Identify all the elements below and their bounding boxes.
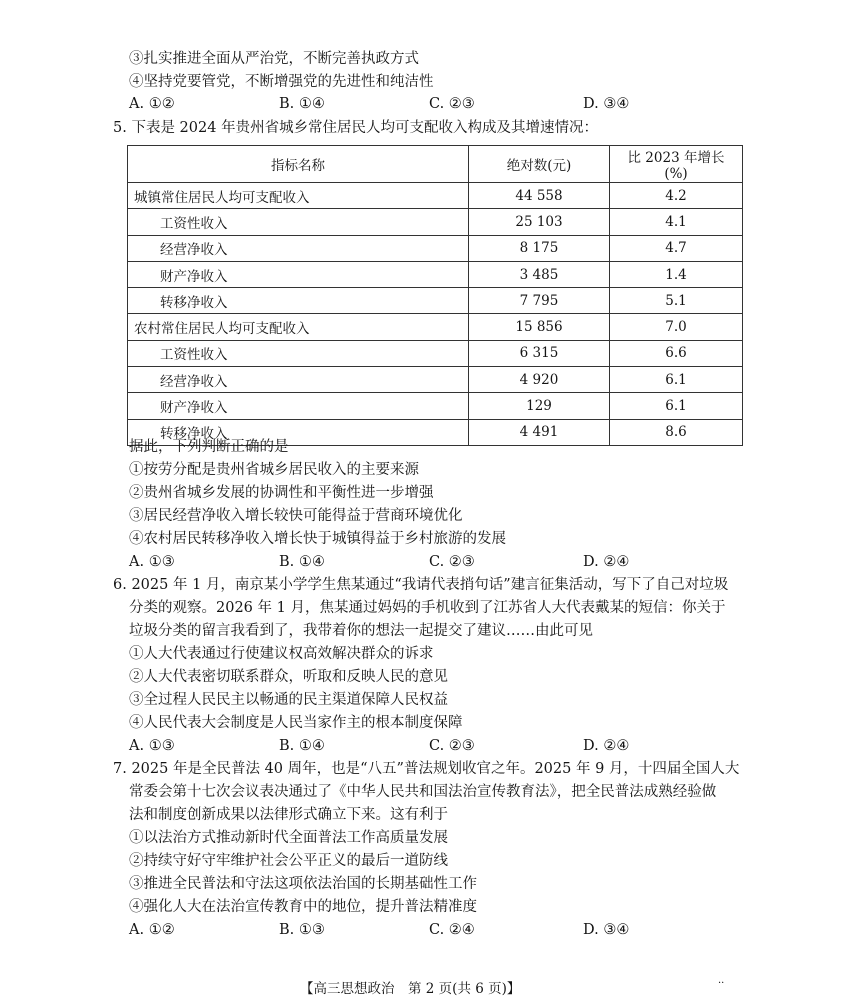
table-row xyxy=(128,235,743,261)
q5-item-1: ①按劳分配是贵州省城乡居民收入的主要来源 xyxy=(129,462,419,478)
q7-option-b: B. ①③ xyxy=(279,922,325,938)
income-table xyxy=(127,145,743,446)
q7-stem-line-2: 常委会第十七次会议表决通过了《中华人民共和国法治宣传教育法》，把全民普法成熟经验做 xyxy=(129,784,717,800)
q7-option-d: D. ③④ xyxy=(583,922,630,938)
q5-option-a: A. ①③ xyxy=(129,554,175,570)
row-value: 3 485 xyxy=(469,261,610,287)
q6-stem-line-1: 6. 2025 年 1 月，南京某小学学生焦某通过“我请代表捎句话”建言征集活动，写下了自己对垃圾 xyxy=(113,577,729,593)
table-row xyxy=(128,314,743,340)
table-row xyxy=(128,183,743,209)
row-growth: 7.0 xyxy=(610,314,743,340)
q6-option-a: A. ①③ xyxy=(129,738,175,754)
q6-item-3: ③全过程人民民主以畅通的民主渠道保障人民权益 xyxy=(129,692,448,708)
row-name: 转移净收入 xyxy=(128,419,469,445)
header-absolute: 绝对数(元) xyxy=(469,146,610,183)
table-row xyxy=(128,367,743,393)
row-growth: 6.6 xyxy=(610,340,743,366)
q7-option-a: A. ①② xyxy=(129,922,175,938)
row-value: 8 175 xyxy=(469,235,610,261)
row-growth: 8.6 xyxy=(610,419,743,445)
q4-option-d: D. ③④ xyxy=(583,96,630,112)
q4-option-a: A. ①② xyxy=(129,96,175,112)
q5-option-d: D. ②④ xyxy=(583,554,630,570)
table-row xyxy=(128,261,743,287)
q4-item-4: ④坚持党要管党，不断增强党的先进性和纯洁性 xyxy=(129,74,434,90)
table-row xyxy=(128,393,743,419)
row-name: 经营净收入 xyxy=(128,367,469,393)
table-row xyxy=(128,340,743,366)
q4-options xyxy=(129,93,729,115)
q5-item-2: ②贵州省城乡发展的协调性和平衡性进一步增强 xyxy=(129,485,434,501)
q6-option-b: B. ①④ xyxy=(279,738,325,754)
q5-item-3: ③居民经营净收入增长较快可能得益于营商环境优化 xyxy=(129,508,463,524)
row-name: 工资性收入 xyxy=(128,209,469,235)
row-value: 6 315 xyxy=(469,340,610,366)
q7-stem-line-1: 7. 2025 年是全民普法 40 周年，也是“八五”普法规划收官之年。2025 年 9 月，十四届全国人大 xyxy=(113,761,740,777)
q5-option-b: B. ①④ xyxy=(279,554,325,570)
page-footer: 【高三思想政治 第 2 页(共 6 页)】 xyxy=(300,981,521,997)
row-growth: 4.1 xyxy=(610,209,743,235)
row-value: 15 856 xyxy=(469,314,610,340)
q7-item-1: ①以法治方式推动新时代全面普法工作高质量发展 xyxy=(129,830,448,846)
q5-options xyxy=(129,551,729,573)
row-name: 经营净收入 xyxy=(128,235,469,261)
row-value: 25 103 xyxy=(469,209,610,235)
header-growth: 比 2023 年增长(%) xyxy=(610,146,743,183)
q7-option-c: C. ②④ xyxy=(429,922,475,938)
row-value: 4 491 xyxy=(469,419,610,445)
q7-item-2: ②持续守好守牢维护社会公平正义的最后一道防线 xyxy=(129,853,448,869)
row-value: 4 920 xyxy=(469,367,610,393)
q4-item-3: ③扎实推进全面从严治党，不断完善执政方式 xyxy=(129,51,419,67)
row-growth: 1.4 xyxy=(610,261,743,287)
q6-item-1: ①人大代表通过行使建议权高效解决群众的诉求 xyxy=(129,646,434,662)
row-name: 工资性收入 xyxy=(128,340,469,366)
row-name: 城镇常住居民人均可支配收入 xyxy=(128,183,469,209)
row-name: 财产净收入 xyxy=(128,261,469,287)
q4-option-c: C. ②③ xyxy=(429,96,475,112)
corner-mark: ·· xyxy=(718,978,725,989)
row-name: 农村常住居民人均可支配收入 xyxy=(128,314,469,340)
table-row xyxy=(128,209,743,235)
q6-stem-line-2: 分类的观察。2026 年 1 月，焦某通过妈妈的手机收到了江苏省人大代表戴某的短信：你关于 xyxy=(129,600,726,616)
q6-option-d: D. ②④ xyxy=(583,738,630,754)
q6-item-2: ②人大代表密切联系群众，听取和反映人民的意见 xyxy=(129,669,448,685)
row-name: 转移净收入 xyxy=(128,288,469,314)
header-indicator: 指标名称 xyxy=(128,146,469,183)
q5-stem: 5. 下表是 2024 年贵州省城乡常住居民人均可支配收入构成及其增速情况： xyxy=(113,120,599,136)
q6-item-4: ④人民代表大会制度是人民当家作主的根本制度保障 xyxy=(129,715,463,731)
q6-options xyxy=(129,735,729,757)
row-growth: 6.1 xyxy=(610,367,743,393)
q5-prompt: 据此，下列判断正确的是 xyxy=(129,439,289,455)
q7-item-3: ③推进全民普法和守法这项依法治国的长期基础性工作 xyxy=(129,876,477,892)
row-growth: 4.2 xyxy=(610,183,743,209)
q4-option-b: B. ①④ xyxy=(279,96,325,112)
row-growth: 4.7 xyxy=(610,235,743,261)
row-growth: 6.1 xyxy=(610,393,743,419)
q5-option-c: C. ②③ xyxy=(429,554,475,570)
row-growth: 5.1 xyxy=(610,288,743,314)
q6-stem-line-3: 垃圾分类的留言我看到了，我带着你的想法一起提交了建议……由此可见 xyxy=(129,623,593,639)
q7-stem-line-3: 法和制度创新成果以法律形式确立下来。这有利于 xyxy=(129,807,448,823)
q7-options xyxy=(129,919,729,941)
row-name: 财产净收入 xyxy=(128,393,469,419)
table-row xyxy=(128,288,743,314)
q5-item-4: ④农村居民转移净收入增长快于城镇得益于乡村旅游的发展 xyxy=(129,531,506,547)
row-value: 129 xyxy=(469,393,610,419)
row-value: 7 795 xyxy=(469,288,610,314)
q7-item-4: ④强化人大在法治宣传教育中的地位，提升普法精准度 xyxy=(129,899,477,915)
table-header-row xyxy=(128,146,743,183)
row-value: 44 558 xyxy=(469,183,610,209)
q6-option-c: C. ②③ xyxy=(429,738,475,754)
